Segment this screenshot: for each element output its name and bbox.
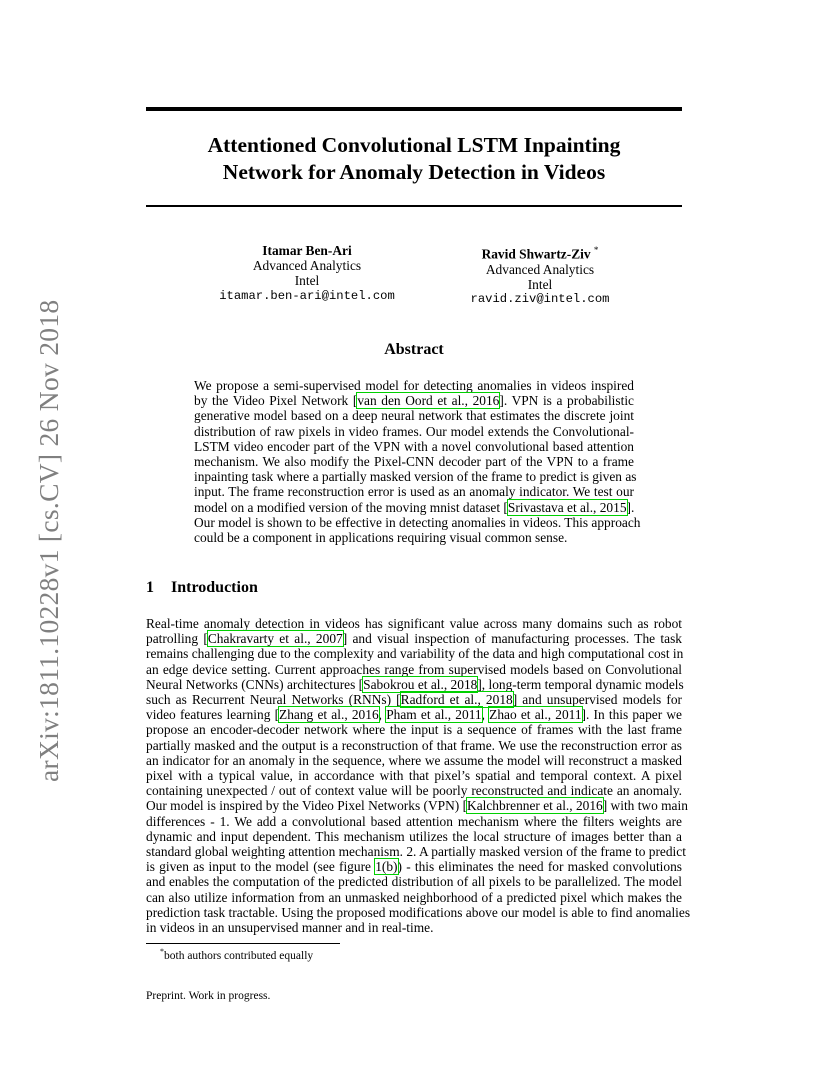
author-footnote-mark[interactable]: *: [593, 245, 599, 255]
footnote-mark: *: [160, 947, 164, 956]
abstract-line: Our model is shown to be effective in detecting anomalies in videos. This approach: [194, 514, 641, 530]
title-bottom-rule: [146, 205, 682, 207]
section-title: Introduction: [171, 579, 258, 596]
body-line: remains challenging due to the complexity and variability of the data and high computational cost in: [146, 646, 684, 662]
citation-link[interactable]: Kalchbrenner et al., 2016: [467, 798, 603, 814]
abstract-line: model on a modified version of the moving mnist dataset [Srivastava et al., 2015].: [194, 499, 635, 515]
author-name: Ravid Shwartz-Ziv: [481, 246, 591, 262]
abstract-line: We propose a semi-supervised model for detecting anomalies in videos inspired: [194, 378, 634, 393]
title-top-rule: [146, 107, 682, 111]
citation-link[interactable]: Zhang et al., 2016: [279, 707, 379, 723]
author-department: Advanced Analytics: [252, 258, 362, 274]
author-name: Itamar Ben-Ari: [262, 243, 352, 258]
body-line: an edge device setting. Current approaches range from supervised models based on Convolutional: [146, 661, 682, 677]
abstract-line: LSTM video encoder part of the VPN with a novel convolutional based attention: [194, 438, 634, 454]
section-heading-introduction: [146, 579, 258, 597]
body-line: patrolling [Chakravarty et al., 2007] and visual inspection of manufacturing processes. The task: [146, 631, 682, 647]
body-line: in videos in an unsupervised manner and in real-time.: [146, 920, 434, 936]
body-line: pixel with a typical value, in accordance with that pixel’s spatial and temporal context. A pixel: [146, 768, 682, 784]
author-email[interactable]: itamar.ben-ari@intel.com: [219, 288, 395, 303]
footnote: [160, 947, 313, 962]
body-line: can also utilize information from an unmasked neighborhood of a predicted pixel which makes the: [146, 889, 682, 905]
paper-title: [146, 132, 682, 186]
body-line: is given as input to the model (see figure 1(b)) - this eliminates the need for masked convolutions: [146, 859, 682, 875]
footnote-text: both authors contributed equally: [164, 949, 314, 962]
body-line: containing unexpected / out of context value will be poorly reconstructed and indicate an anomaly.: [146, 783, 682, 799]
body-line: propose an encoder-decoder network where the input is a sequence of frames with the last frame: [146, 722, 682, 738]
title-line-2: Network for Anomaly Detection in Videos: [222, 160, 606, 184]
abstract-line: inpainting task where a partially masked version of the frame to predict is given as: [194, 469, 637, 485]
body-line: Our model is inspired by the Video Pixel Networks (VPN) [Kalchbrenner et al., 2016] with two main: [146, 798, 688, 814]
abstract-line: generative model based on a deep neural network that estimates the discrete joint: [194, 408, 634, 424]
author-block-2: [428, 243, 652, 307]
body-line: and enables the computation of the predicted distribution of all pixels to be parallelized. The model: [146, 874, 682, 890]
footnote-rule: [146, 943, 340, 944]
citation-link[interactable]: Srivastava et al., 2015: [507, 499, 627, 515]
body-line: an indicator for an anomaly in the sequence, where we assume the model will reconstruct a masked: [146, 752, 682, 768]
abstract-line: input. The frame reconstruction error is used as an anomaly indicator. We test our: [194, 484, 634, 500]
author-organization: Intel: [527, 276, 553, 292]
abstract-line: by the Video Pixel Network [van den Oord et al., 2016]. VPN is a probabilistic: [194, 393, 635, 409]
abstract-body: [194, 378, 641, 546]
body-line: differences - 1. We add a convolutional based attention mechanism where the filters weights are: [146, 813, 682, 829]
citation-link[interactable]: van den Oord et al., 2016: [357, 393, 500, 409]
body-line: partially masked and the output is a reconstruction of that frame. We use the reconstruction error as: [146, 737, 682, 753]
abstract-line: could be a component in applications requiring visual common sense.: [194, 530, 568, 546]
figure-reference-link[interactable]: 1(b): [375, 859, 398, 875]
abstract-line: mechanism. We also modify the Pixel-CNN decoder part of the VPN to a frame: [194, 454, 634, 470]
body-line: Neural Networks (CNNs) architectures [Sabokrou et al., 2018], long-term temporal dynamic models: [146, 676, 684, 692]
body-line: dynamic and input dependent. This mechanism utilizes the local structure of images better than a: [146, 828, 682, 844]
title-line-1: Attentioned Convolutional LSTM Inpainting: [207, 133, 621, 157]
body-line: Real-time anomaly detection in videos has significant value across many domains such as robot: [146, 616, 682, 631]
citation-link[interactable]: Radford et al., 2018: [400, 692, 513, 708]
abstract-line: distribution of raw pixels in video frames. Our model extends the Convolutional-: [194, 423, 634, 439]
arxiv-sidebar-stamp: arXiv:1811.10228v1 [cs.CV] 26 Nov 2018: [33, 299, 64, 782]
citation-link[interactable]: Pham et al., 2011: [386, 707, 482, 723]
citation-link[interactable]: Sabokrou et al., 2018: [363, 676, 478, 692]
introduction-body: [146, 616, 691, 936]
body-line: video features learning [Zhang et al., 2016, Pham et al., 2011, Zhao et al., 2011]. In this paper we: [146, 707, 682, 723]
section-number: 1: [146, 579, 154, 596]
body-line: prediction task tractable. Using the proposed modifications above our model is able to find anomalies: [146, 904, 691, 920]
citation-link[interactable]: Chakravarty et al., 2007: [207, 631, 343, 647]
citation-link[interactable]: Zhao et al., 2011: [489, 707, 582, 723]
author-department: Advanced Analytics: [485, 261, 595, 277]
author-block-1: [194, 243, 420, 304]
preprint-notice: Preprint. Work in progress.: [146, 990, 271, 1002]
abstract-heading: Abstract: [384, 341, 444, 358]
author-organization: Intel: [294, 273, 320, 289]
body-line: standard global weighting attention mechanism. 2. A partially masked version of the frame to predict: [146, 844, 686, 860]
author-email[interactable]: ravid.ziv@intel.com: [470, 292, 610, 307]
body-line: such as Recurrent Neural Networks (RNNs) [Radford et al., 2018] and unsupervised models for: [146, 692, 682, 708]
